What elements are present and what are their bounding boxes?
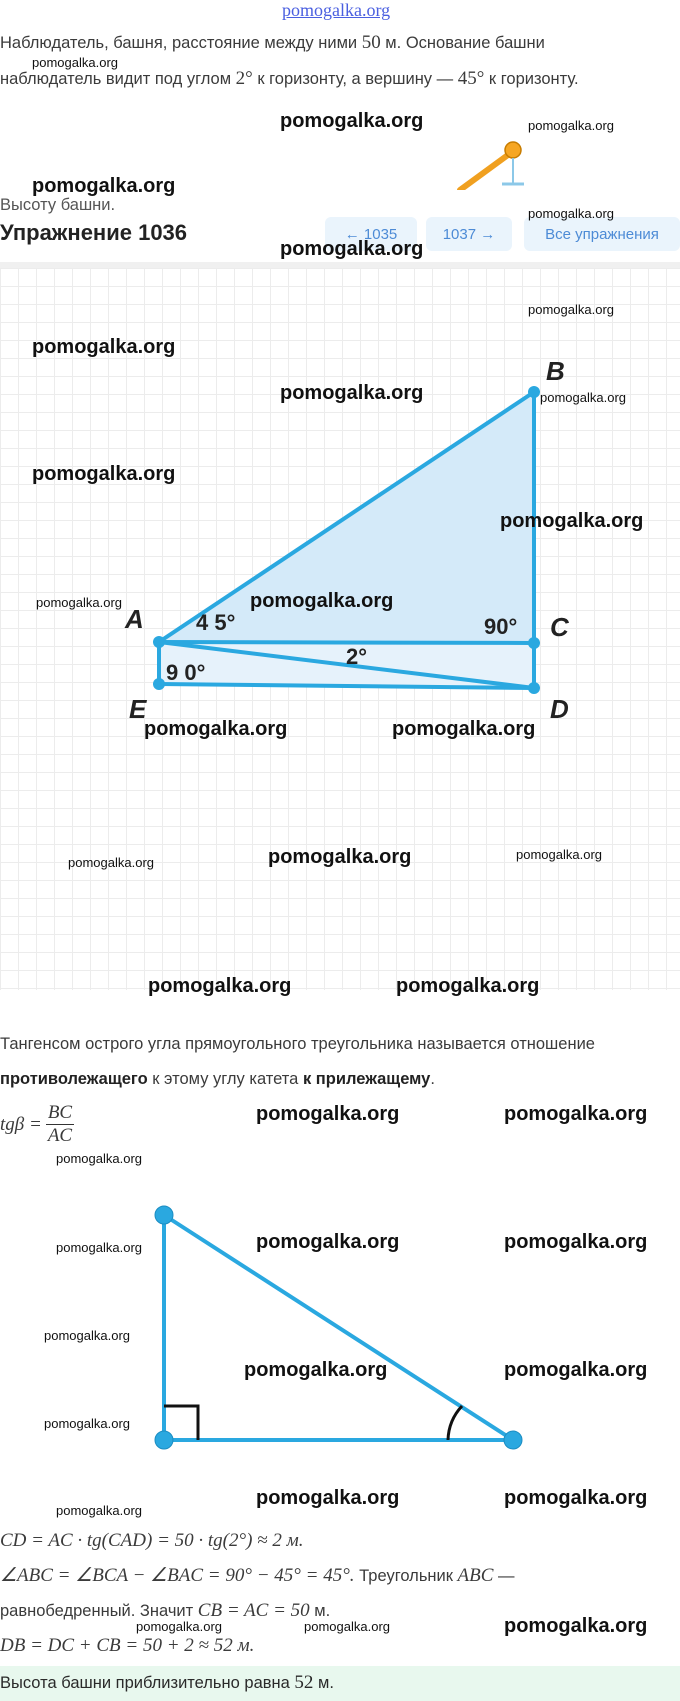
- watermark: pomogalka.org: [56, 1240, 142, 1255]
- theory-line-2: противолежащего к этому углу катета к прилежащему.: [0, 1070, 435, 1088]
- watermark: pomogalka.org: [280, 382, 424, 404]
- watermark: pomogalka.org: [504, 1103, 648, 1125]
- answer-text: Высота башни приблизительно равна 52 м.: [0, 1672, 334, 1693]
- prev-exercise-button[interactable]: ← 1035: [325, 217, 417, 251]
- label-b: B: [546, 356, 565, 386]
- watermark: pomogalka.org: [56, 1503, 142, 1518]
- site-link[interactable]: pomogalka.org: [282, 0, 391, 20]
- watermark: pomogalka.org: [68, 855, 154, 870]
- label-d: D: [550, 694, 569, 724]
- watermark: pomogalka.org: [32, 175, 176, 197]
- theory-line-1: Тангенсом острого угла прямоугольного треугольника называется отношение: [0, 1035, 595, 1053]
- exercise-title: Упражнение 1036: [0, 220, 188, 245]
- solution-line-3: равнобедренный. Значит CB = AC = 50 м.: [0, 1600, 331, 1621]
- watermark: pomogalka.org: [540, 390, 626, 405]
- watermark: pomogalka.org: [280, 110, 424, 132]
- solution-line-4: DB = DC + CB = 50 + 2 ≈ 52 м.: [0, 1635, 255, 1656]
- solution-line-2: ∠ABC = ∠BCA − ∠BAC = 90° − 45° = 45°. Треугольник ABC —: [0, 1565, 515, 1586]
- label-a: A: [125, 604, 144, 634]
- point-c-dot: [528, 637, 540, 649]
- label-c: C: [550, 612, 569, 642]
- watermark: pomogalka.org: [32, 336, 176, 358]
- watermark: pomogalka.org: [44, 1328, 130, 1343]
- tower-illustration: [450, 138, 530, 190]
- triangle-figure: [0, 268, 680, 990]
- watermark: pomogalka.org: [144, 718, 288, 740]
- angle-2-label: 2°: [346, 644, 368, 669]
- angle-45-label: 4 5°: [196, 610, 236, 635]
- watermark: pomogalka.org: [500, 510, 644, 532]
- watermark: pomogalka.org: [392, 718, 536, 740]
- watermark: pomogalka.org: [136, 1619, 222, 1634]
- watermark: pomogalka.org: [528, 206, 614, 221]
- watermark: pomogalka.org: [504, 1359, 648, 1381]
- point-b-dot: [528, 386, 540, 398]
- next-exercise-button[interactable]: 1037 →: [426, 217, 512, 251]
- tangent-formula: tgβ = $\frac{BC}{AC}$: [0, 1102, 73, 1146]
- watermark: pomogalka.org: [32, 55, 118, 70]
- point-e-dot: [153, 678, 165, 690]
- watermark: pomogalka.org: [504, 1487, 648, 1509]
- angle-90-a-label: 9 0°: [166, 660, 206, 685]
- find-text: Высоту башни.: [0, 196, 116, 214]
- watermark: pomogalka.org: [32, 463, 176, 485]
- problem-line-2: наблюдатель видит под углом 2° к горизонту, а вершину — 45° к горизонту.: [0, 68, 579, 89]
- solution-line-1: CD = AC · tg(CAD) = 50 · tg(2°) ≈ 2 м.: [0, 1530, 304, 1551]
- all-exercises-button[interactable]: Все упражнения: [524, 217, 680, 251]
- watermark: pomogalka.org: [396, 975, 540, 997]
- watermark: pomogalka.org: [256, 1103, 400, 1125]
- watermark: pomogalka.org: [250, 590, 394, 612]
- point-d-dot: [528, 682, 540, 694]
- watermark: pomogalka.org: [268, 846, 412, 868]
- watermark: pomogalka.org: [504, 1231, 648, 1253]
- point-a-dot: [153, 636, 165, 648]
- line-ac: [159, 642, 534, 643]
- watermark: pomogalka.org: [36, 595, 122, 610]
- watermark: pomogalka.org: [504, 1615, 648, 1637]
- watermark: pomogalka.org: [244, 1359, 388, 1381]
- label-e: E: [129, 694, 147, 724]
- watermark: pomogalka.org: [148, 975, 292, 997]
- watermark: pomogalka.org: [304, 1619, 390, 1634]
- watermark: pomogalka.org: [516, 847, 602, 862]
- watermark: pomogalka.org: [528, 302, 614, 317]
- watermark: pomogalka.org: [528, 118, 614, 133]
- angle-90-c-label: 90°: [484, 614, 518, 639]
- angle-beta-mark: [448, 1406, 462, 1440]
- problem-line-1: Наблюдатель, башня, расстояние между ними 50 м. Основание башни: [0, 32, 545, 53]
- watermark: pomogalka.org: [280, 238, 424, 260]
- watermark: pomogalka.org: [256, 1231, 400, 1253]
- watermark: pomogalka.org: [256, 1487, 400, 1509]
- watermark: pomogalka.org: [56, 1151, 142, 1166]
- watermark: pomogalka.org: [44, 1416, 130, 1431]
